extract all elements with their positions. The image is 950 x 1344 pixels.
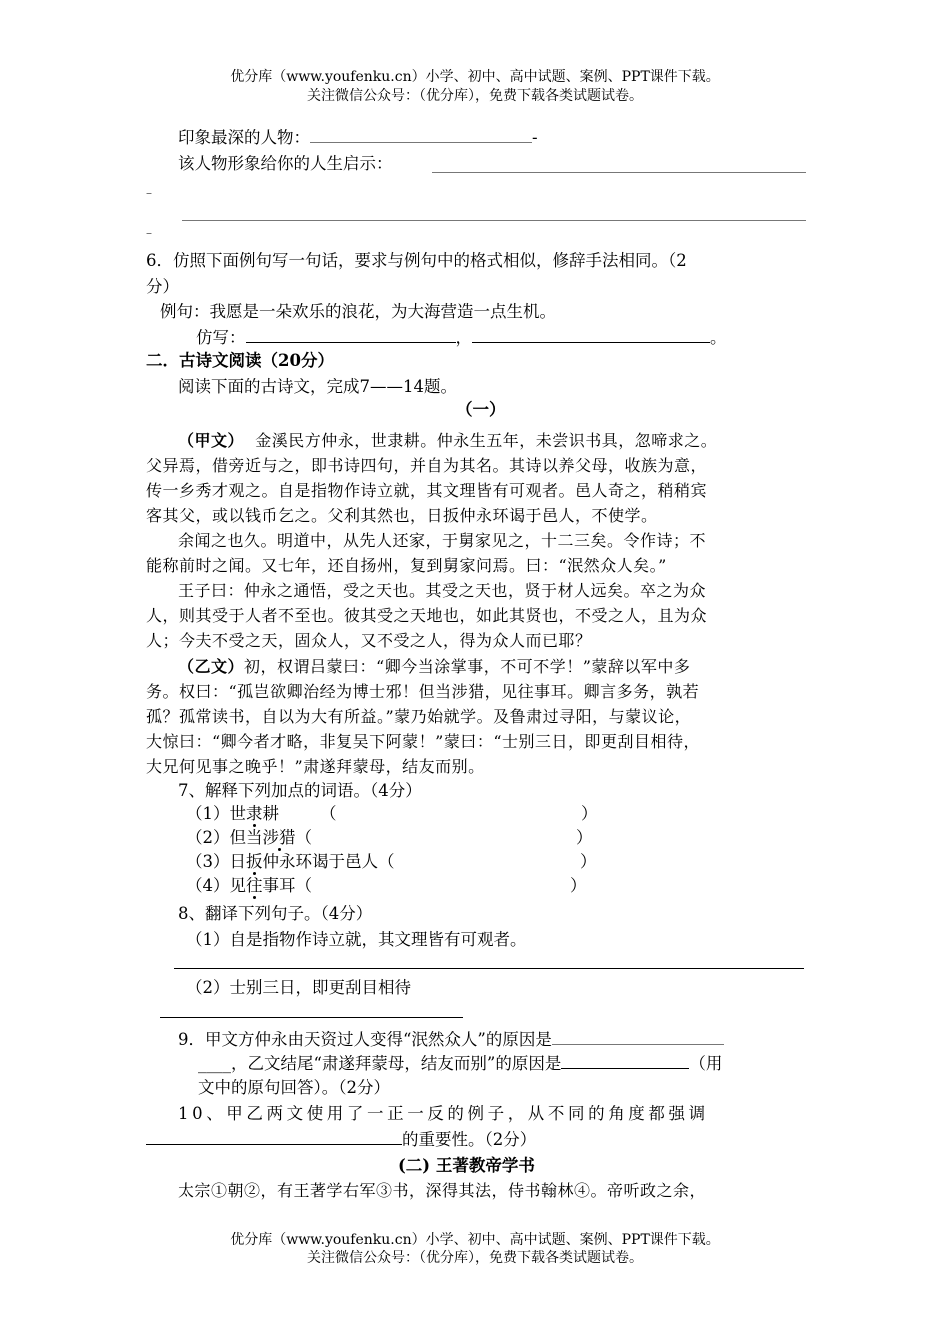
answer-open: （ bbox=[295, 876, 312, 895]
impressive-person-label: 印象最深的人物： bbox=[178, 128, 310, 147]
impressive-person-row bbox=[178, 126, 538, 149]
imitate-label: 仿写： bbox=[196, 328, 246, 347]
q7-prompt: 7、解释下列加点的词语。（4分） bbox=[178, 781, 422, 800]
section-2-instruction: 阅读下面的古诗文，完成7——14题。 bbox=[178, 377, 457, 396]
q9-blank-1[interactable] bbox=[552, 1028, 724, 1045]
part-1-title: （一） bbox=[456, 400, 506, 419]
q7-answer-close: ） bbox=[576, 828, 593, 847]
life-insight-blank-2[interactable] bbox=[182, 220, 806, 221]
yi-line-2: 务。权曰：“孤岂欲卿治经为博士邪！但当涉猎，见往事耳。卿言多务，孰若 bbox=[146, 682, 700, 701]
jia-line-1 bbox=[178, 430, 717, 452]
item-number: （2） bbox=[186, 828, 230, 847]
page-header-line-2: 关注微信公众号：（优分库），免费下载各类试题试卷。 bbox=[307, 88, 643, 104]
q9-line-1 bbox=[178, 1028, 724, 1051]
q7-item-4 bbox=[186, 875, 312, 897]
q7-answer-close: ） bbox=[580, 852, 597, 871]
q7-answer-open: （ bbox=[320, 804, 337, 823]
item-text: 耕 bbox=[262, 804, 279, 823]
q9-line-3: 文中的原句回答）。（2分） bbox=[198, 1078, 390, 1097]
jia-line-3: 传一乡秀才观之。自是指物作诗立就，其文理皆有可观者。邑人奇之，稍稍宾 bbox=[146, 481, 708, 500]
q8-prompt: 8、翻译下列句子。（4分） bbox=[178, 904, 373, 923]
q10-line-1: 10、甲乙两文使用了一正一反的例子，从不同的角度都强调 bbox=[178, 1104, 709, 1123]
item-text: 世 bbox=[229, 804, 246, 823]
dotted-word: 扳 bbox=[246, 852, 263, 871]
dash-mark: – bbox=[146, 186, 152, 200]
yi-line-1 bbox=[178, 656, 690, 678]
q10-text: 的重要性。（2分） bbox=[402, 1130, 537, 1149]
item-text: 但当 bbox=[229, 828, 263, 847]
q6-example: 例句：我愿是一朵欢乐的浪花，为大海营造一点生机。 bbox=[160, 302, 556, 321]
q7-item-3 bbox=[186, 851, 395, 873]
impressive-person-blank[interactable] bbox=[310, 126, 532, 143]
q9-text: 9．甲文方仲永由天资过人变得“泯然众人”的原因是 bbox=[178, 1030, 552, 1049]
q9-text: （用 bbox=[689, 1054, 723, 1073]
jia-line-4: 客其父，或以钱币乞之。父利其然也，日扳仲永环谒于邑人，不使学。 bbox=[146, 506, 658, 525]
q10-blank[interactable] bbox=[146, 1128, 402, 1145]
answer-open: （ bbox=[295, 828, 312, 847]
dash-mark: – bbox=[146, 226, 152, 240]
item-text: 日 bbox=[229, 852, 246, 871]
section-2-title: 二．古诗文阅读（20分） bbox=[146, 351, 334, 370]
page-header-line-1: 优分库（www.youfenku.cn）小学、初中、高中试题、案例、PPT课件下载。 bbox=[230, 69, 720, 85]
q6-prompt: 6．仿照下面例句写一句话，要求与例句中的格式相似，修辞手法相同。（2 bbox=[146, 251, 687, 270]
q8-sentence-1: （1）自是指物作诗立就，其文理皆有可观者。 bbox=[186, 930, 527, 949]
q10-line-2 bbox=[146, 1128, 536, 1151]
item-number: （3） bbox=[186, 852, 230, 871]
part-2-title: (二) 王著教帝学书 bbox=[398, 1156, 535, 1175]
yi-line-4: 大惊曰：“卿今者才略，非复吴下阿蒙！”蒙曰：“士别三日，即更刮目相待， bbox=[146, 732, 701, 751]
q6-prompt-cont: 分） bbox=[146, 277, 179, 296]
life-insight-blank-1[interactable] bbox=[432, 172, 806, 173]
q9-blank-tail: ____ bbox=[198, 1054, 231, 1073]
yi-line-3: 孤？孤常读书，自以为大有所益。”蒙乃始就学。及鲁肃过寻阳，与蒙议论， bbox=[146, 707, 692, 726]
q7-answer-close: ） bbox=[581, 804, 598, 823]
jia-line-9: 人；今夫不受之天，固众人，又不受之人，得为众人而已耶？ bbox=[146, 631, 592, 650]
jia-text: 金溪民方仲永，世隶耕。仲永生五年，未尝识书具，忽啼求之。 bbox=[255, 431, 718, 450]
page-footer-line-1: 优分库（www.youfenku.cn）小学、初中、高中试题、案例、PPT课件下载。 bbox=[230, 1232, 720, 1248]
q9-blank-2[interactable] bbox=[561, 1052, 689, 1069]
yi-text: 初，权谓吕蒙曰：“卿今当涂掌事，不可不学！”蒙辞以军中多 bbox=[244, 657, 691, 676]
period: 。 bbox=[710, 328, 727, 347]
item-text: 见 bbox=[229, 876, 246, 895]
imitate-blank-2[interactable] bbox=[472, 326, 710, 343]
dotted-word: 涉猎 bbox=[262, 828, 296, 847]
jia-line-8: 人，则其受于人者不至也。彼其受之天地也，如此其贤也，不受之人，且为众 bbox=[146, 606, 708, 625]
q7-answer-close: ） bbox=[570, 876, 587, 895]
q7-item-1 bbox=[186, 803, 279, 825]
q9-line-2 bbox=[198, 1052, 722, 1075]
dotted-word: 隶 bbox=[246, 804, 263, 823]
item-number: （1） bbox=[186, 804, 230, 823]
jia-label: （甲文） bbox=[178, 431, 245, 450]
q6-imitate-row bbox=[196, 326, 727, 349]
jia-line-2: 父异焉，借旁近与之，即书诗四句，并自为其名。其诗以养父母，收族为意， bbox=[146, 456, 708, 475]
q8-answer-line-2[interactable] bbox=[160, 1017, 463, 1018]
item-text: 仲永环谒于邑人 bbox=[262, 852, 378, 871]
jia-line-5: 余闻之也久。明道中，从先人还家，于舅家见之，十二三矣。令作诗；不 bbox=[178, 531, 707, 550]
comma: ， bbox=[455, 328, 472, 347]
yi-label: （乙文） bbox=[178, 657, 245, 676]
jia-line-6: 能称前时之闻。又七年，还自扬州，复到舅家问焉。曰：“泯然众人矣。” bbox=[146, 556, 667, 575]
dotted-word: 往 bbox=[246, 876, 263, 895]
q8-sentence-2: （2）士别三日，即更刮目相待 bbox=[186, 978, 411, 997]
part-2-line-1: 太宗①朝②，有王著学右军③书，深得其法，侍书翰林④。帝听政之余， bbox=[178, 1181, 707, 1200]
jia-line-7: 王子曰：仲永之通悟，受之天也。其受之天也，贤于材人远矣。卒之为众 bbox=[178, 581, 707, 600]
life-insight-label: 该人物形象给你的人生启示： bbox=[178, 154, 393, 173]
item-text: 事耳 bbox=[262, 876, 296, 895]
blank-tail-mark: - bbox=[532, 128, 538, 147]
yi-line-5: 大兄何见事之晚乎！”肃遂拜蒙母，结友而别。 bbox=[146, 757, 485, 776]
page-footer-line-2: 关注微信公众号：（优分库），免费下载各类试题试卷。 bbox=[307, 1250, 643, 1266]
q9-text: ，乙文结尾“肃遂拜蒙母，结友而别”的原因是 bbox=[231, 1054, 562, 1073]
answer-open: （ bbox=[378, 852, 395, 871]
q7-item-2 bbox=[186, 827, 312, 849]
item-number: （4） bbox=[186, 876, 230, 895]
q8-answer-line-1[interactable] bbox=[174, 968, 804, 969]
imitate-blank-1[interactable] bbox=[246, 326, 456, 343]
